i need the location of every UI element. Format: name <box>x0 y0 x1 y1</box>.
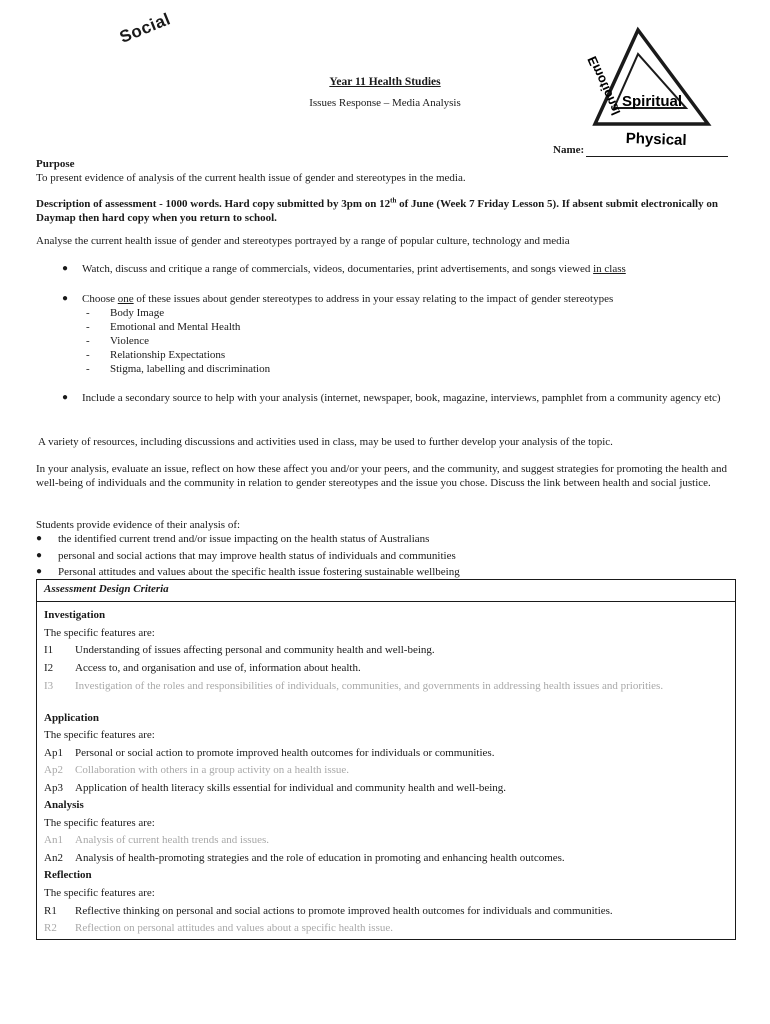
bullet-watch-text <box>82 262 626 276</box>
assessment-criteria-box <box>36 579 736 940</box>
students-item-text: personal and social actions that may improve health status of individuals and communities <box>58 550 456 562</box>
feature-code: R2 <box>44 922 57 934</box>
issue-item: - Stigma, labelling and discrimination <box>86 363 271 375</box>
triangle-label-physical: Physical <box>625 129 687 150</box>
analyse-text: Analyse the current health issue of gender and stereotypes portrayed by a range of popular culture, technology and media <box>36 235 570 247</box>
feature-code: I2 <box>44 662 54 674</box>
specific-features-label: The specific features are: <box>44 627 155 639</box>
triangle-label-spiritual: Spiritual <box>621 93 683 110</box>
feature-code: Ap3 <box>44 782 63 794</box>
document-title: Year 11 Health Studies <box>329 76 441 88</box>
students-item-text: Personal attitudes and values about the specific health issue fostering sustainable wellbeing <box>58 566 460 578</box>
evaluate-text: In your analysis, evaluate an issue, reflect on how these affect you and/or your peers, and the community, and suggest strategies for promoting the health and well-being of individuals and the community in relation to gender stereotypes and the issue you chose. Discuss the link between health and social justice. <box>36 463 727 489</box>
feature-code: Ap1 <box>44 747 63 759</box>
document-subtitle: Issues Response – Media Analysis <box>309 97 461 109</box>
health-triangle-diagram <box>584 26 720 151</box>
bullet-choose-post: of these issues about gender stereotypes to address in your essay relating to the impact of gender stereotypes <box>133 293 614 305</box>
issue-item-label: Emotional and Mental Health <box>110 321 241 333</box>
assessment-description <box>36 197 736 225</box>
specific-features-label: The specific features are: <box>44 887 155 899</box>
feature-text: Analysis of current health trends and issues. <box>75 834 269 846</box>
bullet-icon: ● <box>36 550 43 561</box>
specific-features-label: The specific features are: <box>44 817 155 829</box>
feature-text: Investigation of the roles and responsibilities of individuals, communities, and governments in addressing health issues and priorities. <box>75 680 664 692</box>
bullet-choose-text <box>82 292 613 306</box>
social-wordart: Social <box>116 9 174 47</box>
feature-text: Access to, and organisation and use of, information about health. <box>75 662 361 674</box>
bullet-icon: ● <box>62 293 69 304</box>
name-label: Name: <box>553 144 585 156</box>
feature-text: Understanding of issues affecting personal and community health and well-being. <box>75 644 435 656</box>
students-intro: Students provide evidence of their analysis of: <box>36 519 241 531</box>
bullet-icon: ● <box>36 533 43 544</box>
feature-code: I3 <box>44 680 54 692</box>
description-part2: of June (Week 7 Friday Lesson 5). If absent submit electronically on Daymap then hard copy when you return to school. <box>36 198 718 224</box>
bullet-secondary-text: Include a secondary source to help with your analysis (internet, newspaper, book, magazine, interviews, pamphlet from a community agency etc) <box>82 392 721 404</box>
feature-code: An1 <box>44 834 63 846</box>
criteria-heading-application: Application <box>44 712 100 724</box>
name-field <box>553 143 728 157</box>
issue-list <box>86 306 270 376</box>
feature-text: Collaboration with others in a group activity on a health issue. <box>75 764 350 776</box>
criteria-heading-analysis: Analysis <box>44 799 84 811</box>
feature-code: I1 <box>44 644 54 656</box>
issue-item-label: Body Image <box>110 307 165 319</box>
issue-item: - Body Image <box>86 307 165 319</box>
bullet-icon: ● <box>62 263 69 274</box>
feature-code: Ap2 <box>44 764 63 776</box>
feature-text: Personal or social action to promote improved health outcomes for individuals or communities. <box>75 747 495 759</box>
issue-item: - Emotional and Mental Health <box>86 321 241 333</box>
students-item-text: the identified current trend and/or issue impacting on the health status of Australians <box>58 533 430 545</box>
feature-text: Analysis of health-promoting strategies and the role of education in promoting and enhancing health outcomes. <box>75 852 565 864</box>
bullet-choose-pre: Choose <box>82 293 118 305</box>
issue-item-label: Relationship Expectations <box>110 349 226 361</box>
criteria-header-label: Assessment Design Criteria <box>44 583 169 595</box>
specific-features-label: The specific features are: <box>44 729 155 741</box>
issue-item-label: Stigma, labelling and discrimination <box>110 363 271 375</box>
bullet-choose-underlined: one <box>117 293 134 305</box>
issue-item-label: Violence <box>110 335 150 347</box>
criteria-header <box>37 580 735 602</box>
feature-text: Reflective thinking on personal and social actions to promote improved health outcomes for individuals and communities. <box>75 905 613 917</box>
feature-text: Reflection on personal attitudes and values about a specific health issue. <box>75 922 393 934</box>
bullet-icon: ● <box>62 392 69 403</box>
bullet-watch-underlined: in class <box>593 263 626 275</box>
feature-text: Application of health literacy skills essential for individual and community health and well-being. <box>75 782 507 794</box>
feature-code: An2 <box>44 852 63 864</box>
triangle-label-emotional: Emotional <box>584 54 624 118</box>
purpose-heading: Purpose <box>36 158 75 170</box>
criteria-heading-reflection: Reflection <box>44 869 92 881</box>
bullet-watch-main: Watch, discuss and critique a range of commercials, videos, documentaries, print advertisements, and songs viewed <box>82 263 594 275</box>
issue-item: - Relationship Expectations <box>86 349 226 361</box>
description-part1: Description of assessment - 1000 words. Hard copy submitted by 3pm on 12 <box>36 198 391 210</box>
name-blank-line <box>586 145 728 157</box>
bullet-icon: ● <box>36 566 43 577</box>
criteria-heading-investigation: Investigation <box>44 609 106 621</box>
issue-item: - Violence <box>86 335 150 347</box>
feature-code: R1 <box>44 905 57 917</box>
purpose-text: To present evidence of analysis of the current health issue of gender and stereotypes in the media. <box>36 172 466 184</box>
description-sup: th <box>390 196 397 205</box>
variety-text: A variety of resources, including discussions and activities used in class, may be used to further develop your analysis of the topic. <box>38 436 613 448</box>
